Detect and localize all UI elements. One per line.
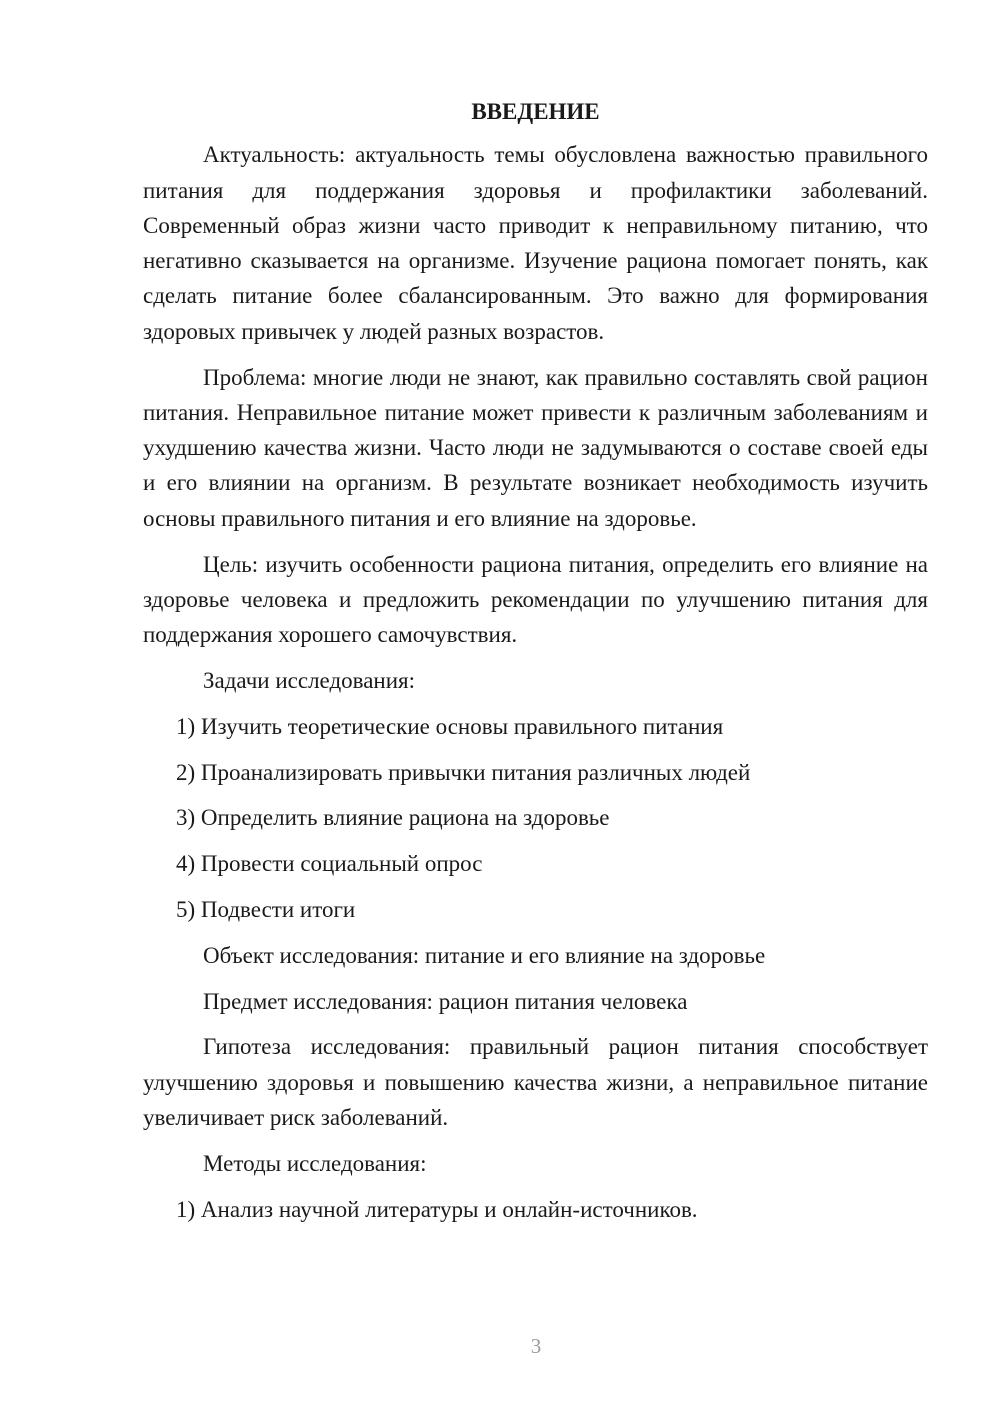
method-item-1: 1) Анализ научной литературы и онлайн-источников. [176,1196,698,1222]
hypothesis-paragraph: Гипотеза исследования: правильный рацион питания способствует улучшению здоровья и повышению качества жизни, а неправильное питание увеличивает риск заболеваний. [143,1034,928,1130]
task-item-3: 3) Определить влияние рациона на здоровье [176,805,610,831]
tasks-heading: Задачи исследования: [203,667,416,693]
methods-heading: Методы исследования: [203,1150,427,1176]
relevance-paragraph: Актуальность: актуальность темы обусловлена важностью правильного питания для поддержания здоровья и профилактики заболеваний. Современный образ жизни часто приводит к неправильному питанию, что негативно сказывается на организме. Изучение рациона помогает понять, как сделать питание более сбалансированным. Это важно для формирования здоровых привычек у людей разных возрастов. [143,142,928,344]
page-number: 3 [530,1334,542,1358]
research-object: Объект исследования: питание и его влияние на здоровье [203,942,766,968]
task-item-5: 5) Подвести итоги [176,896,356,922]
task-item-2: 2) Проанализировать привычки питания различных людей [176,759,751,785]
section-title: ВВЕДЕНИЕ [471,99,600,124]
research-subject: Предмет исследования: рацион питания человека [203,988,688,1014]
task-item-1: 1) Изучить теоретические основы правильного питания [176,713,724,739]
task-item-4: 4) Провести социальный опрос [176,851,483,877]
problem-paragraph: Проблема: многие люди не знают, как правильно составлять свой рацион питания. Неправильное питание может привести к различным заболеваниям и ухудшению качества жизни. Часто люди не задумываются о составе своей еды и его влиянии на организм. В результате возникает необходимость изучить основы правильного питания и его влияние на здоровье. [143,364,928,531]
goal-paragraph: Цель: изучить особенности рациона питания, определить его влияние на здоровье человека и предложить рекомендации по улучшению питания для поддержания хорошего самочувствия. [143,551,928,648]
page-body [143,94,928,1237]
